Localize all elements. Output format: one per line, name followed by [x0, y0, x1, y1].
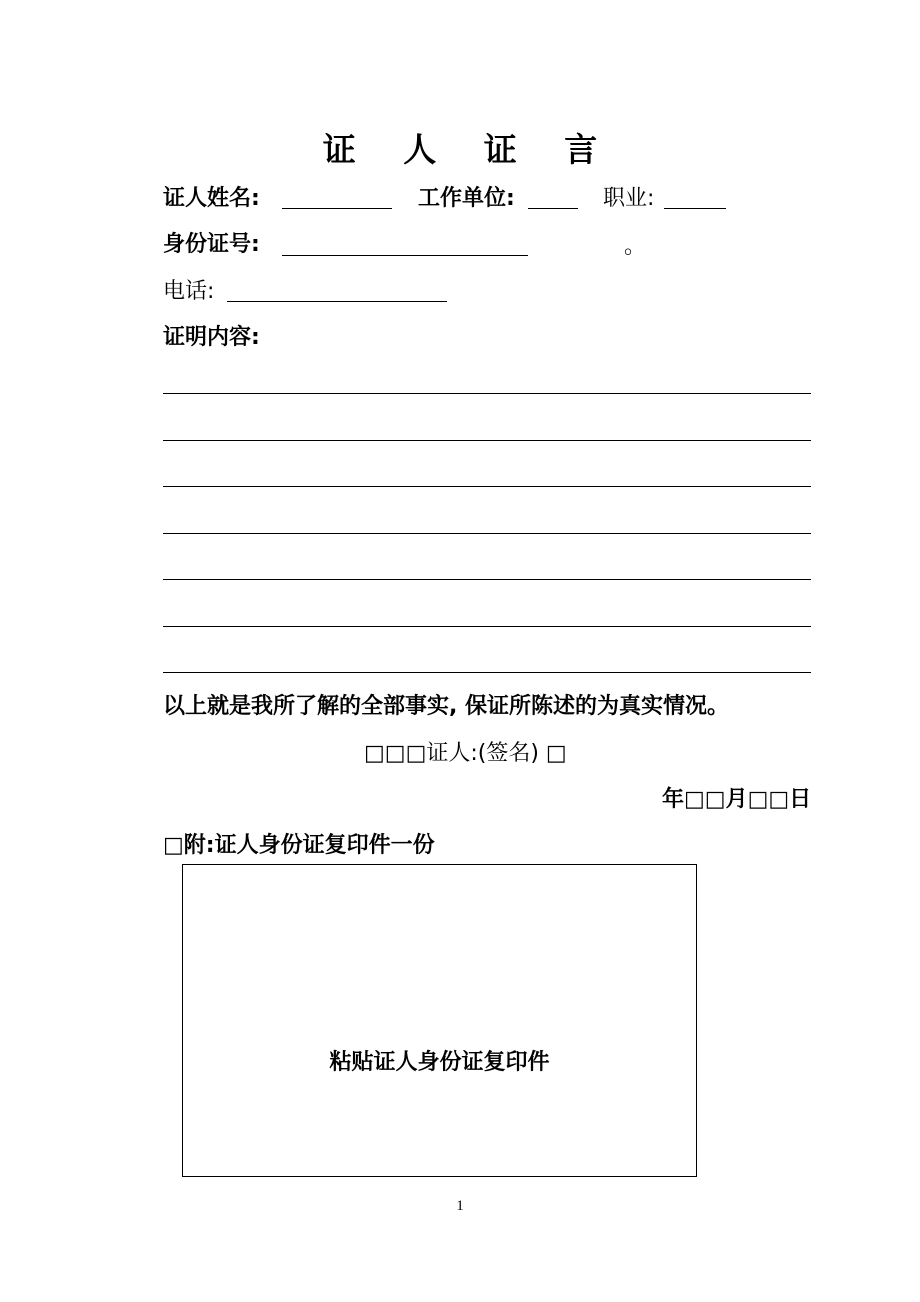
content-line[interactable]: [163, 486, 811, 487]
id-copy-box-label: 粘贴证人身份证复印件: [329, 1050, 550, 1075]
signature-line: □□□证人:(签名) □: [364, 741, 567, 766]
id-number-blank[interactable]: [282, 255, 528, 256]
occupation-blank[interactable]: [664, 208, 726, 209]
witness-name-blank[interactable]: [282, 208, 392, 209]
content-line[interactable]: [163, 579, 811, 580]
content-line[interactable]: [163, 533, 811, 534]
occupation-label: 职业:: [603, 186, 655, 211]
witness-name-label: 证人姓名:: [163, 186, 260, 211]
content-label: 证明内容:: [163, 325, 260, 350]
phone-label: 电话:: [163, 279, 215, 304]
content-line[interactable]: [163, 672, 811, 673]
page-number: 1: [456, 1198, 464, 1214]
workplace-blank[interactable]: [528, 208, 578, 209]
phone-blank[interactable]: [227, 301, 447, 302]
workplace-label: 工作单位:: [418, 186, 515, 211]
page-title: 证 人 证 言: [322, 130, 616, 169]
id-copy-box: [182, 864, 697, 1177]
content-line[interactable]: [163, 626, 811, 627]
content-line[interactable]: [163, 440, 811, 441]
id-number-label: 身份证号:: [163, 232, 260, 257]
statement-text: 以上就是我所了解的全部事实, 保证所陈述的为真实情况。: [163, 694, 730, 719]
id-number-suffix: 。: [624, 234, 647, 259]
date-line: 年□□月□□日: [662, 787, 812, 812]
attachment-note: □附:证人身份证复印件一份: [163, 833, 435, 858]
content-line[interactable]: [163, 393, 811, 394]
